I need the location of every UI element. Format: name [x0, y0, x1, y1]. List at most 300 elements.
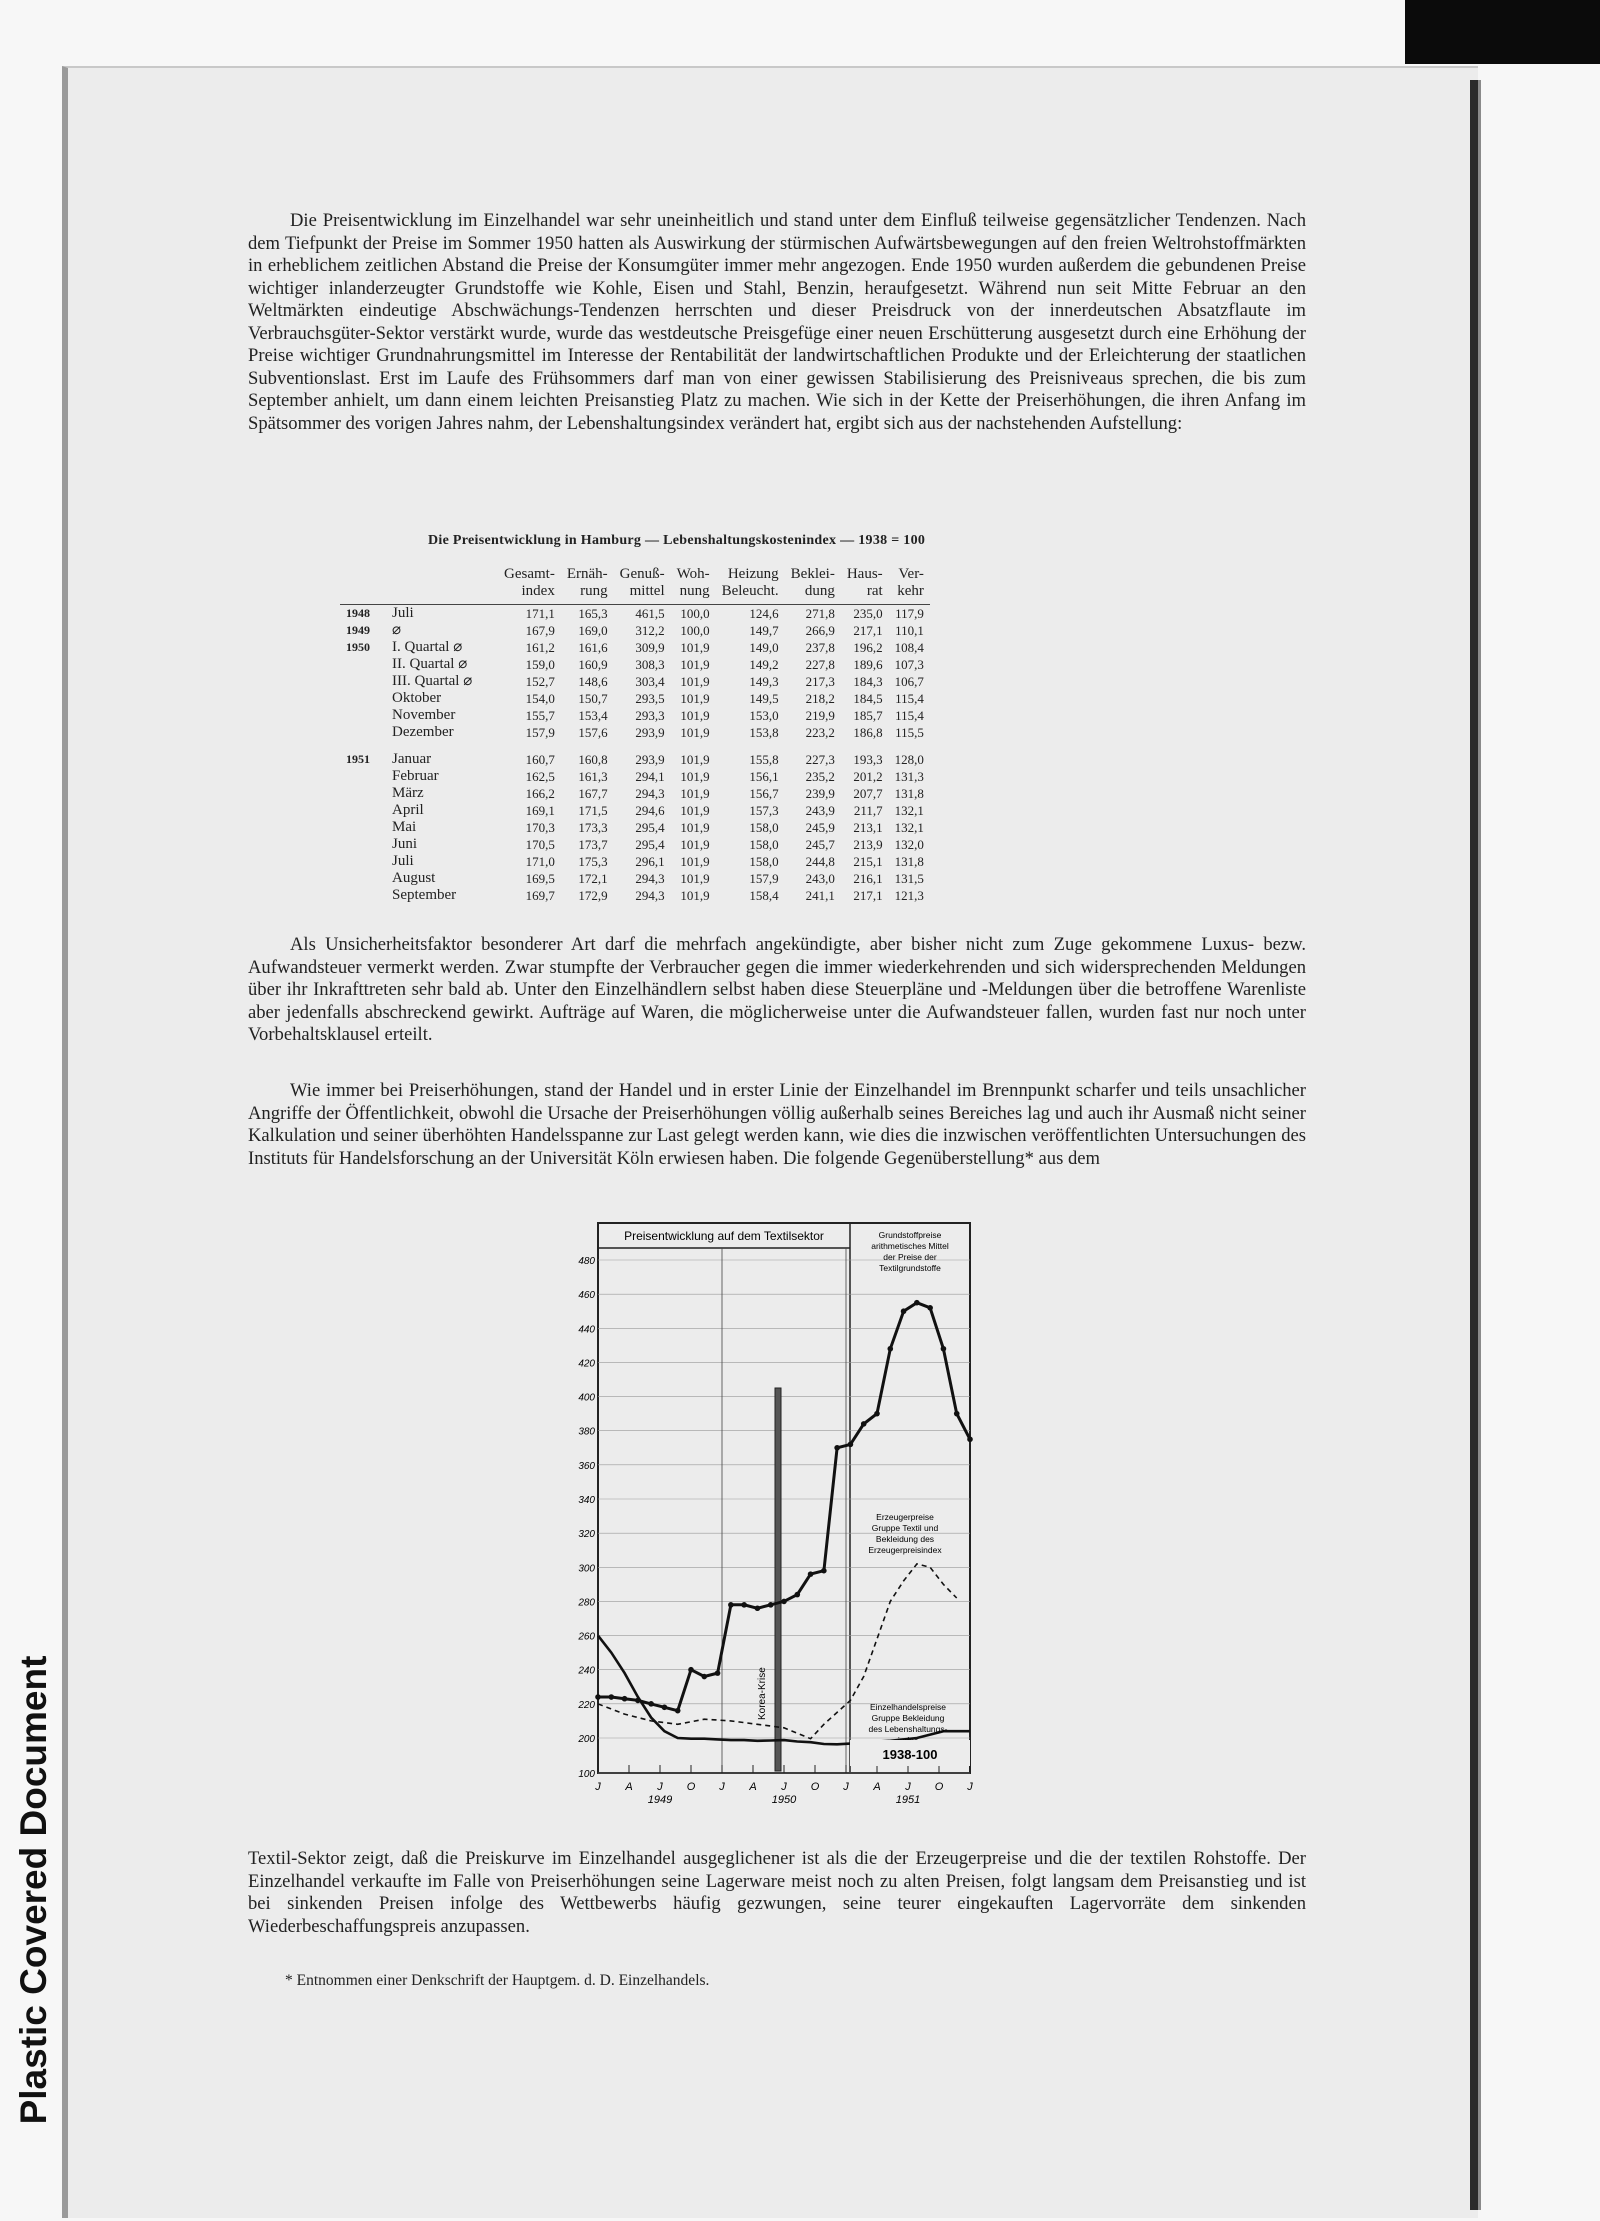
table-cell: 213,9	[853, 837, 883, 852]
series-label: Erzeugerpreise	[876, 1512, 934, 1522]
table-cell: 193,3	[853, 752, 883, 767]
table-cell: 169,1	[525, 803, 555, 818]
table-cell: 171,0	[525, 854, 555, 869]
table-row	[340, 887, 930, 904]
column-header-line1: Ver-	[898, 566, 924, 582]
table-cell: 309,9	[635, 640, 665, 655]
table-cell: 161,3	[578, 769, 608, 784]
table-cell: 175,3	[578, 854, 608, 869]
series-point	[688, 1667, 694, 1673]
table-row-gap	[340, 741, 930, 751]
table-cell: 132,0	[894, 837, 924, 852]
x-tick-label: O	[686, 1781, 696, 1793]
column-header-line2: Beleucht.	[721, 583, 779, 599]
table-cell: 223,2	[805, 725, 835, 740]
table-row	[340, 802, 930, 819]
table-cell: 184,3	[853, 674, 883, 689]
series-point	[848, 1442, 854, 1448]
table-cell: 243,9	[805, 803, 835, 818]
korea-crisis-label: Korea-Krise	[757, 1667, 768, 1720]
table-cell: 149,3	[749, 674, 779, 689]
table-cell: 201,2	[853, 769, 883, 784]
paragraph-1: Die Preisentwicklung im Einzelhandel war sehr uneinheitlich und stand unter dem Einfluß teilweise gegensätzlicher Tendenzen. Nach dem Tiefpunkt der Preise im Sommer 1950 hatten als Auswirkung der stürmischen Aufwärtsbewegungen auf den freien Weltrohstoffmärkten in erheblichem zeitlichen Abstand die Preise der Konsumgüter immer mehr angezogen. Ende 1950 wurden außerdem die gebundenen Preise wichtiger inlanderzeugter Grundstoffe wie Kohle, Eisen und Stahl, Benzin, heraufgesetzt. Während nun seit Mitte Februar an den Weltmärkten eindeutige Abschwächungs-Tendenzen herrschten und dieser Preisdruck von der innerdeutschen Absatzflaute im Verbrauchsgüter-Sektor verstärkt wurde, wurde das westdeutsche Preisgefüge einer neuen Erschütterung ausgesetzt durch eine Erhöhung der Preise wichtiger Grundnahrungsmittel im Interesse der Rentabilität der landwirtschaftlichen Produkte und der Erleichterung der staatlichen Subventionslast. Erst im Laufe des Frühsommers darf man von einer gewissen Stabilisierung des Preisniveaus sprechen, die bis zum September anhielt, um dann einem leichten Preisanstieg Platz zu machen. Wie sich in der Kette der Preiserhöhungen, die ihren Anfang im Spätsommer des vorigen Jahres nahm, der Lebenshaltungsindex verändert hat, ergibt sich aus der nachstehenden Aufstellung:	[248, 210, 1306, 434]
table-cell: 152,7	[525, 674, 555, 689]
paragraph-3: Wie immer bei Preiserhöhungen, stand der Handel und in erster Linie der Einzelhandel im Brennpunkt scharfer und teils unsachlicher Angriffe der Öffentlichkeit, obwohl die Ursache der Preiserhöhungen völlig außerhalb seines Bereiches lag und auch ihr Ausmaß nicht seiner Kalkulation und seiner überhöhten Handelsspanne zur Last gelegt werden kann, wie dies die inzwischen veröffentlichten Untersuchungen des Instituts für Handelsforschung an der Universität Köln erwiesen haben. Die folgende Gegenüberstellung* aus dem	[248, 1080, 1306, 1169]
table-cell: 241,1	[805, 888, 835, 903]
table-row	[340, 724, 930, 741]
table-row	[340, 785, 930, 802]
column-header-line2: mittel	[629, 583, 665, 599]
table-cell: 160,7	[525, 752, 555, 767]
table-cell: 131,3	[894, 769, 924, 784]
row-period: Februar	[392, 768, 439, 784]
table-cell: 101,9	[680, 854, 710, 869]
table-cell: 101,9	[680, 725, 710, 740]
table-cell: 461,5	[635, 606, 665, 621]
series-line	[598, 1303, 970, 1711]
row-period: I. Quartal ⌀	[392, 639, 463, 655]
series-point	[755, 1605, 761, 1611]
column-header	[841, 566, 889, 605]
sidebar-label	[4, 1610, 64, 2170]
row-period: Mai	[392, 819, 417, 835]
row-year	[340, 802, 386, 819]
table-cell: 162,5	[525, 769, 555, 784]
table-cell: 211,7	[853, 803, 883, 818]
table-cell: 184,5	[853, 691, 883, 706]
column-header	[498, 566, 561, 605]
column-header-line2: index	[521, 583, 555, 599]
table-cell: 294,3	[635, 786, 665, 801]
x-tick-label: A	[873, 1781, 881, 1793]
row-year: 1950	[346, 640, 370, 654]
table-cell: 271,8	[805, 606, 835, 621]
y-tick-label: 260	[578, 1631, 595, 1643]
table-body	[340, 605, 930, 905]
table-cell: 166,2	[525, 786, 555, 801]
column-header-line1: Heizung	[727, 566, 779, 582]
series-point	[887, 1346, 893, 1352]
y-tick-label: 240	[578, 1665, 595, 1677]
table-cell: 227,3	[805, 752, 835, 767]
table-cell: 101,9	[680, 752, 710, 767]
row-year	[340, 887, 386, 904]
table-cell: 173,7	[578, 837, 608, 852]
series-point	[901, 1308, 907, 1314]
table-cell: 157,9	[749, 871, 779, 886]
series-point	[648, 1701, 654, 1707]
series-label: Textilgrundstoffe	[879, 1263, 941, 1273]
table-cell: 132,1	[894, 820, 924, 835]
table-cell: 149,5	[749, 691, 779, 706]
y-tick-label: 200	[578, 1734, 595, 1745]
table-cell: 245,9	[805, 820, 835, 835]
table-cell: 132,1	[894, 803, 924, 818]
table-cell: 171,5	[578, 803, 608, 818]
table-cell: 149,2	[749, 657, 779, 672]
table-cell: 173,3	[578, 820, 608, 835]
y-tick-label: 400	[578, 1392, 595, 1404]
row-year	[340, 707, 386, 724]
table-cell: 294,3	[635, 871, 665, 886]
table-row	[340, 690, 930, 707]
table-row	[340, 853, 930, 870]
price-table	[340, 566, 930, 904]
table-cell: 157,3	[749, 803, 779, 818]
column-header	[785, 566, 841, 605]
series-label: des Lebenshaltungs-	[868, 1724, 948, 1734]
table-cell: 128,0	[894, 752, 924, 767]
sidebar-label-text: Plastic Covered Document	[13, 1655, 54, 2125]
table-cell: 167,9	[525, 623, 555, 638]
table-cell: 219,9	[805, 708, 835, 723]
table-row	[340, 605, 930, 623]
table-cell: 149,0	[749, 640, 779, 655]
column-header-line2: rung	[580, 583, 608, 599]
series-point	[794, 1592, 800, 1598]
column-header-line1: Beklei-	[790, 566, 835, 582]
row-period: November	[392, 707, 456, 723]
table-row	[340, 707, 930, 724]
y-tick-label: 360	[578, 1460, 595, 1472]
table-cell: 295,4	[635, 820, 665, 835]
table-cell: 157,9	[525, 725, 555, 740]
table-cell: 245,7	[805, 837, 835, 852]
series-label: Gruppe Bekleidung	[871, 1713, 945, 1723]
chart-x-axis	[594, 1765, 973, 1806]
table-cell: 101,9	[680, 888, 710, 903]
table-cell: 294,1	[635, 769, 665, 784]
table-row	[340, 751, 930, 768]
table-cell: 159,0	[525, 657, 555, 672]
y-tick-label: 320	[578, 1529, 595, 1541]
series-point	[834, 1445, 840, 1451]
x-tick-label: O	[810, 1781, 820, 1793]
x-tick-label: O	[934, 1781, 944, 1793]
y-tick-label: 420	[578, 1358, 595, 1370]
series-label: Bekleidung des	[875, 1534, 935, 1544]
table-cell: 293,9	[635, 752, 665, 767]
row-period: Oktober	[392, 690, 442, 706]
row-period: III. Quartal ⌀	[392, 673, 473, 689]
series-label: Erzeugerpreisindex	[868, 1545, 942, 1555]
table-cell: 237,8	[805, 640, 835, 655]
table-cell: 312,2	[635, 623, 665, 638]
table-cell: 296,1	[635, 854, 665, 869]
table-cell: 101,9	[680, 769, 710, 784]
series-point	[821, 1568, 827, 1574]
row-year	[340, 690, 386, 707]
table-cell: 153,0	[749, 708, 779, 723]
row-year	[340, 819, 386, 836]
row-period: April	[392, 802, 424, 818]
table-cell: 100,0	[680, 606, 710, 621]
x-tick-label: J	[595, 1781, 601, 1793]
y-tick-label: 300	[578, 1563, 595, 1575]
table-cell: 131,5	[894, 871, 924, 886]
row-year	[340, 673, 386, 690]
table-cell: 150,7	[578, 691, 608, 706]
table-cell: 131,8	[894, 854, 924, 869]
column-header-line2: kehr	[897, 583, 924, 599]
table-cell: 101,9	[680, 820, 710, 835]
table-cell: 172,9	[578, 888, 608, 903]
table-cell: 303,4	[635, 674, 665, 689]
table-cell: 170,5	[525, 837, 555, 852]
table-row	[340, 768, 930, 785]
table-cell: 295,4	[635, 837, 665, 852]
series-point	[927, 1305, 933, 1311]
table-cell: 115,5	[895, 725, 924, 740]
table-cell: 186,8	[853, 725, 883, 740]
table-cell: 157,6	[578, 725, 608, 740]
table-cell: 294,6	[635, 803, 665, 818]
x-tick-label: J	[843, 1781, 849, 1793]
series-point	[662, 1704, 668, 1710]
table-cell: 158,0	[749, 854, 779, 869]
row-year	[340, 724, 386, 741]
table-cell: 170,3	[525, 820, 555, 835]
column-header-line2: rat	[866, 583, 883, 599]
row-period: September	[392, 887, 457, 903]
series-point	[715, 1670, 721, 1676]
series-point	[781, 1599, 787, 1605]
table-cell: 101,9	[680, 640, 710, 655]
row-period: Januar	[392, 751, 432, 767]
row-year: 1948	[346, 606, 370, 620]
x-tick-label: J	[905, 1781, 911, 1793]
series-point	[701, 1674, 707, 1680]
table-cell: 185,7	[853, 708, 883, 723]
table-cell: 115,4	[895, 708, 924, 723]
table-cell: 101,9	[680, 837, 710, 852]
series-point	[595, 1694, 601, 1700]
column-header-line1: Genuß-	[619, 566, 665, 582]
table-cell: 101,9	[680, 871, 710, 886]
column-header-line1: Gesamt-	[504, 566, 555, 582]
table-row	[340, 819, 930, 836]
row-year	[340, 836, 386, 853]
table-cell: 156,1	[749, 769, 779, 784]
table-cell: 217,1	[853, 888, 883, 903]
row-year: 1949	[346, 623, 370, 637]
series-label: Einzelhandelspreise	[869, 1702, 947, 1712]
table-cell: 154,0	[525, 691, 555, 706]
table-cell: 156,7	[749, 786, 779, 801]
x-tick-label: A	[625, 1781, 633, 1793]
y-tick-label: 440	[578, 1324, 595, 1336]
table-cell: 235,2	[805, 769, 835, 784]
table-cell: 161,2	[525, 640, 555, 655]
series-point	[768, 1602, 774, 1608]
column-header-line1: Haus-	[846, 566, 883, 582]
table-cell: 149,7	[749, 623, 779, 638]
table-cell: 161,6	[578, 640, 608, 655]
header-period	[386, 566, 498, 605]
table-cell: 107,3	[894, 657, 924, 672]
table-cell: 244,8	[805, 854, 835, 869]
column-header-line1: Woh-	[676, 566, 710, 582]
y-tick-label: 280	[578, 1597, 595, 1609]
table-cell: 158,4	[749, 888, 779, 903]
table-row	[340, 639, 930, 656]
table-row	[340, 656, 930, 673]
series-point	[675, 1708, 681, 1714]
chart-y-axis	[577, 1256, 595, 1780]
table-cell: 101,9	[680, 708, 710, 723]
table-cell: 293,3	[635, 708, 665, 723]
table-cell: 101,9	[680, 674, 710, 689]
paragraph-2: Als Unsicherheitsfaktor besonderer Art darf die mehrfach angekündigte, aber bisher nicht zum Zuge gekommene Luxus- bezw. Aufwandsteuer vermerkt werden. Zwar stumpfte der Verbraucher gegen die immer wiederkehrenden und sich widersprechenden Meldungen über ihr Inkrafttreten sehr bald ab. Unter den Einzelhändlern selbst haben diese Steuerpläne und -Meldungen über die betroffene Warenliste aber jedenfalls abschreckend gewirkt. Aufträge auf Waren, die möglicherweise unter die Aufwandsteuer fallen, wurden fast nur noch unter Vorbehaltsklausel erteilt.	[248, 934, 1306, 1045]
y-tick-label: 220	[578, 1699, 595, 1711]
table-cell: 207,7	[853, 786, 883, 801]
x-tick-label: J	[657, 1781, 663, 1793]
table-row	[340, 622, 930, 639]
table-cell: 217,1	[853, 623, 883, 638]
row-year	[340, 656, 386, 673]
series-point	[741, 1602, 747, 1608]
table-cell: 235,0	[853, 606, 883, 621]
footnote: * Entnommen einer Denkschrift der Hauptgem. d. D. Einzelhandels.	[285, 1972, 710, 1989]
x-year-label: 1950	[771, 1794, 797, 1806]
table-cell: 308,3	[635, 657, 665, 672]
table-cell: 227,8	[805, 657, 835, 672]
table-cell: 124,6	[749, 606, 779, 621]
row-period: Dezember	[392, 724, 454, 740]
column-header	[889, 566, 930, 605]
series-label: der Preise der	[883, 1252, 937, 1262]
page-binding-edge	[1470, 80, 1478, 2210]
table-cell: 196,2	[853, 640, 883, 655]
y-tick-label: 100	[578, 1769, 595, 1780]
column-header-line2: dung	[804, 583, 835, 599]
y-tick-label: 340	[578, 1495, 595, 1506]
table-cell: 172,1	[578, 871, 608, 886]
row-period: Juli	[392, 605, 414, 621]
table-cell: 117,9	[895, 606, 924, 621]
paragraph-4: Textil-Sektor zeigt, daß die Preiskurve im Einzelhandel ausgeglichener ist als die der Erzeugerpreise und die der textilen Rohstoffe. Der Einzelhandel verkaufte im Falle von Preiserhöhungen seine Lagerware meist noch zu alten Preisen, folgt langsam dem Preisanstieg und ist bei sinkenden Preisen infolge des Wettbewerbs häufig gezwungen, seine teurer eingekauften Lagervorräte dem sinkenden Wiederbeschaffungspreis anzupassen.	[248, 1848, 1306, 1937]
table-cell: 153,8	[749, 725, 779, 740]
series-label: Grundstoffpreise	[878, 1230, 942, 1240]
series-label: Gruppe Textil und	[871, 1523, 939, 1533]
table-cell: 148,6	[578, 674, 608, 689]
x-year-label: 1951	[895, 1794, 921, 1806]
column-header	[614, 566, 671, 605]
row-year: 1951	[346, 752, 370, 766]
table-cell: 215,1	[853, 854, 883, 869]
row-year	[340, 768, 386, 785]
table-cell: 110,1	[895, 623, 924, 638]
chart-title: Preisentwicklung auf dem Textilsektor	[624, 1229, 824, 1243]
table-cell: 153,4	[578, 708, 608, 723]
table-cell: 243,0	[805, 871, 835, 886]
table-cell: 294,3	[635, 888, 665, 903]
table-cell: 101,9	[680, 691, 710, 706]
x-tick-label: A	[749, 1781, 757, 1793]
table-cell: 121,3	[894, 888, 924, 903]
row-period: Juni	[392, 836, 418, 852]
table-cell: 155,7	[525, 708, 555, 723]
table-cell: 108,4	[894, 640, 924, 655]
row-period: ⌀	[392, 622, 402, 638]
table-title: Die Preisentwicklung in Hamburg — Lebenshaltungskostenindex — 1938 = 100	[428, 533, 926, 548]
table-cell: 101,9	[680, 786, 710, 801]
y-tick-label: 480	[578, 1256, 595, 1267]
series-label: arithmetisches Mittel	[871, 1241, 949, 1251]
table-cell: 160,9	[578, 657, 608, 672]
column-header	[561, 566, 614, 605]
column-header	[671, 566, 716, 605]
table-cell: 266,9	[805, 623, 835, 638]
table-cell: 115,4	[895, 691, 924, 706]
table-cell: 213,1	[853, 820, 883, 835]
table-cell: 169,7	[525, 888, 555, 903]
header-year	[340, 566, 386, 605]
table-cell: 218,2	[805, 691, 835, 706]
table-cell: 171,1	[525, 606, 555, 621]
x-tick-label: J	[967, 1781, 973, 1793]
row-period: März	[392, 785, 424, 801]
table-cell: 158,0	[749, 837, 779, 852]
page-binding-edge-shadow	[1478, 80, 1481, 2210]
chart-gridlines	[598, 1248, 970, 1773]
table-cell: 293,9	[635, 725, 665, 740]
textile-price-chart	[578, 1220, 980, 1806]
table-cell: 169,0	[578, 623, 608, 638]
column-header	[716, 566, 785, 605]
series-point	[622, 1696, 628, 1702]
series-point	[967, 1436, 973, 1442]
table-cell: 216,1	[853, 871, 883, 886]
x-tick-label: J	[781, 1781, 787, 1793]
series-point	[954, 1411, 960, 1417]
table-row	[340, 836, 930, 853]
series-point	[608, 1694, 614, 1700]
y-tick-label: 460	[578, 1290, 595, 1302]
table-cell: 217,3	[805, 674, 835, 689]
table-cell: 155,8	[749, 752, 779, 767]
column-header-line1: Ernäh-	[566, 566, 608, 582]
y-tick-label: 380	[578, 1426, 595, 1438]
table-cell: 131,8	[894, 786, 924, 801]
row-year	[340, 785, 386, 802]
series-point	[861, 1421, 867, 1427]
table-cell: 165,3	[578, 606, 608, 621]
x-year-label: 1949	[647, 1794, 673, 1806]
series-point	[914, 1300, 920, 1306]
series-point	[874, 1411, 880, 1417]
row-year	[340, 870, 386, 887]
row-period: II. Quartal ⌀	[392, 656, 468, 672]
series-point	[941, 1346, 947, 1352]
korea-crisis-bar	[775, 1388, 781, 1771]
x-tick-label: J	[719, 1781, 725, 1793]
table-cell: 160,8	[578, 752, 608, 767]
table-cell: 293,5	[635, 691, 665, 706]
row-year	[340, 853, 386, 870]
table-row	[340, 673, 930, 690]
row-period: August	[392, 870, 436, 886]
table-cell: 189,6	[853, 657, 883, 672]
row-period: Juli	[392, 853, 414, 869]
series-point	[808, 1571, 814, 1577]
table-cell: 169,5	[525, 871, 555, 886]
table-cell: 158,0	[749, 820, 779, 835]
table-cell: 239,9	[805, 786, 835, 801]
column-header-line2: nung	[679, 583, 710, 599]
table-cell: 167,7	[578, 786, 608, 801]
table-cell: 101,9	[680, 803, 710, 818]
